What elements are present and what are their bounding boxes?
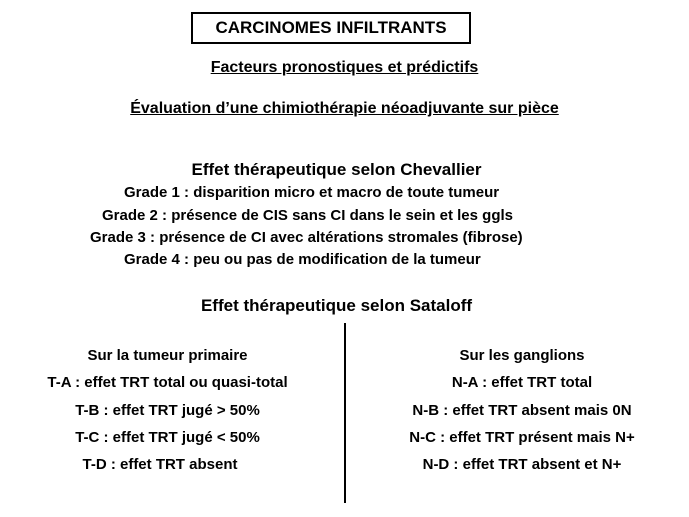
nodes-item-na: N-A : effet TRT total <box>451 374 593 391</box>
document-title: CARCINOMES INFILTRANTS <box>191 12 471 44</box>
nodes-item-nc: N-C : effet TRT présent mais N+ <box>409 429 635 446</box>
chevallier-grade-2: Grade 2 : présence de CIS sans CI dans le sein et les ggls <box>102 207 513 224</box>
nodes-item-nb: N-B : effet TRT absent mais 0N <box>412 402 632 419</box>
chevallier-grade-4: Grade 4 : peu ou pas de modification de la tumeur <box>124 251 481 268</box>
tumor-item-tb: T-B : effet TRT jugé > 50% <box>75 402 260 419</box>
chevallier-grade-3: Grade 3 : présence de CI avec altérations stromales (fibrose) <box>90 229 523 246</box>
nodes-column-heading: Sur les ganglions <box>459 347 585 364</box>
sataloff-heading: Effet thérapeutique selon Sataloff <box>200 296 473 315</box>
subtitle-prognostic: Facteurs pronostiques et prédictifs <box>210 59 479 76</box>
column-divider <box>344 323 346 503</box>
chevallier-grade-1: Grade 1 : disparition micro et macro de toute tumeur <box>124 184 500 201</box>
chevallier-heading: Effet thérapeutique selon Chevallier <box>191 160 482 179</box>
nodes-item-nd: N-D : effet TRT absent et N+ <box>422 456 622 473</box>
tumor-column-heading: Sur la tumeur primaire <box>87 347 248 364</box>
subtitle-evaluation: Évaluation d’une chimiothérapie néoadjuvante sur pièce <box>130 100 559 117</box>
tumor-item-td: T-D : effet TRT absent <box>82 456 238 473</box>
tumor-item-tc: T-C : effet TRT jugé < 50% <box>75 429 260 446</box>
tumor-item-ta: T-A : effet TRT total ou quasi-total <box>47 374 288 391</box>
